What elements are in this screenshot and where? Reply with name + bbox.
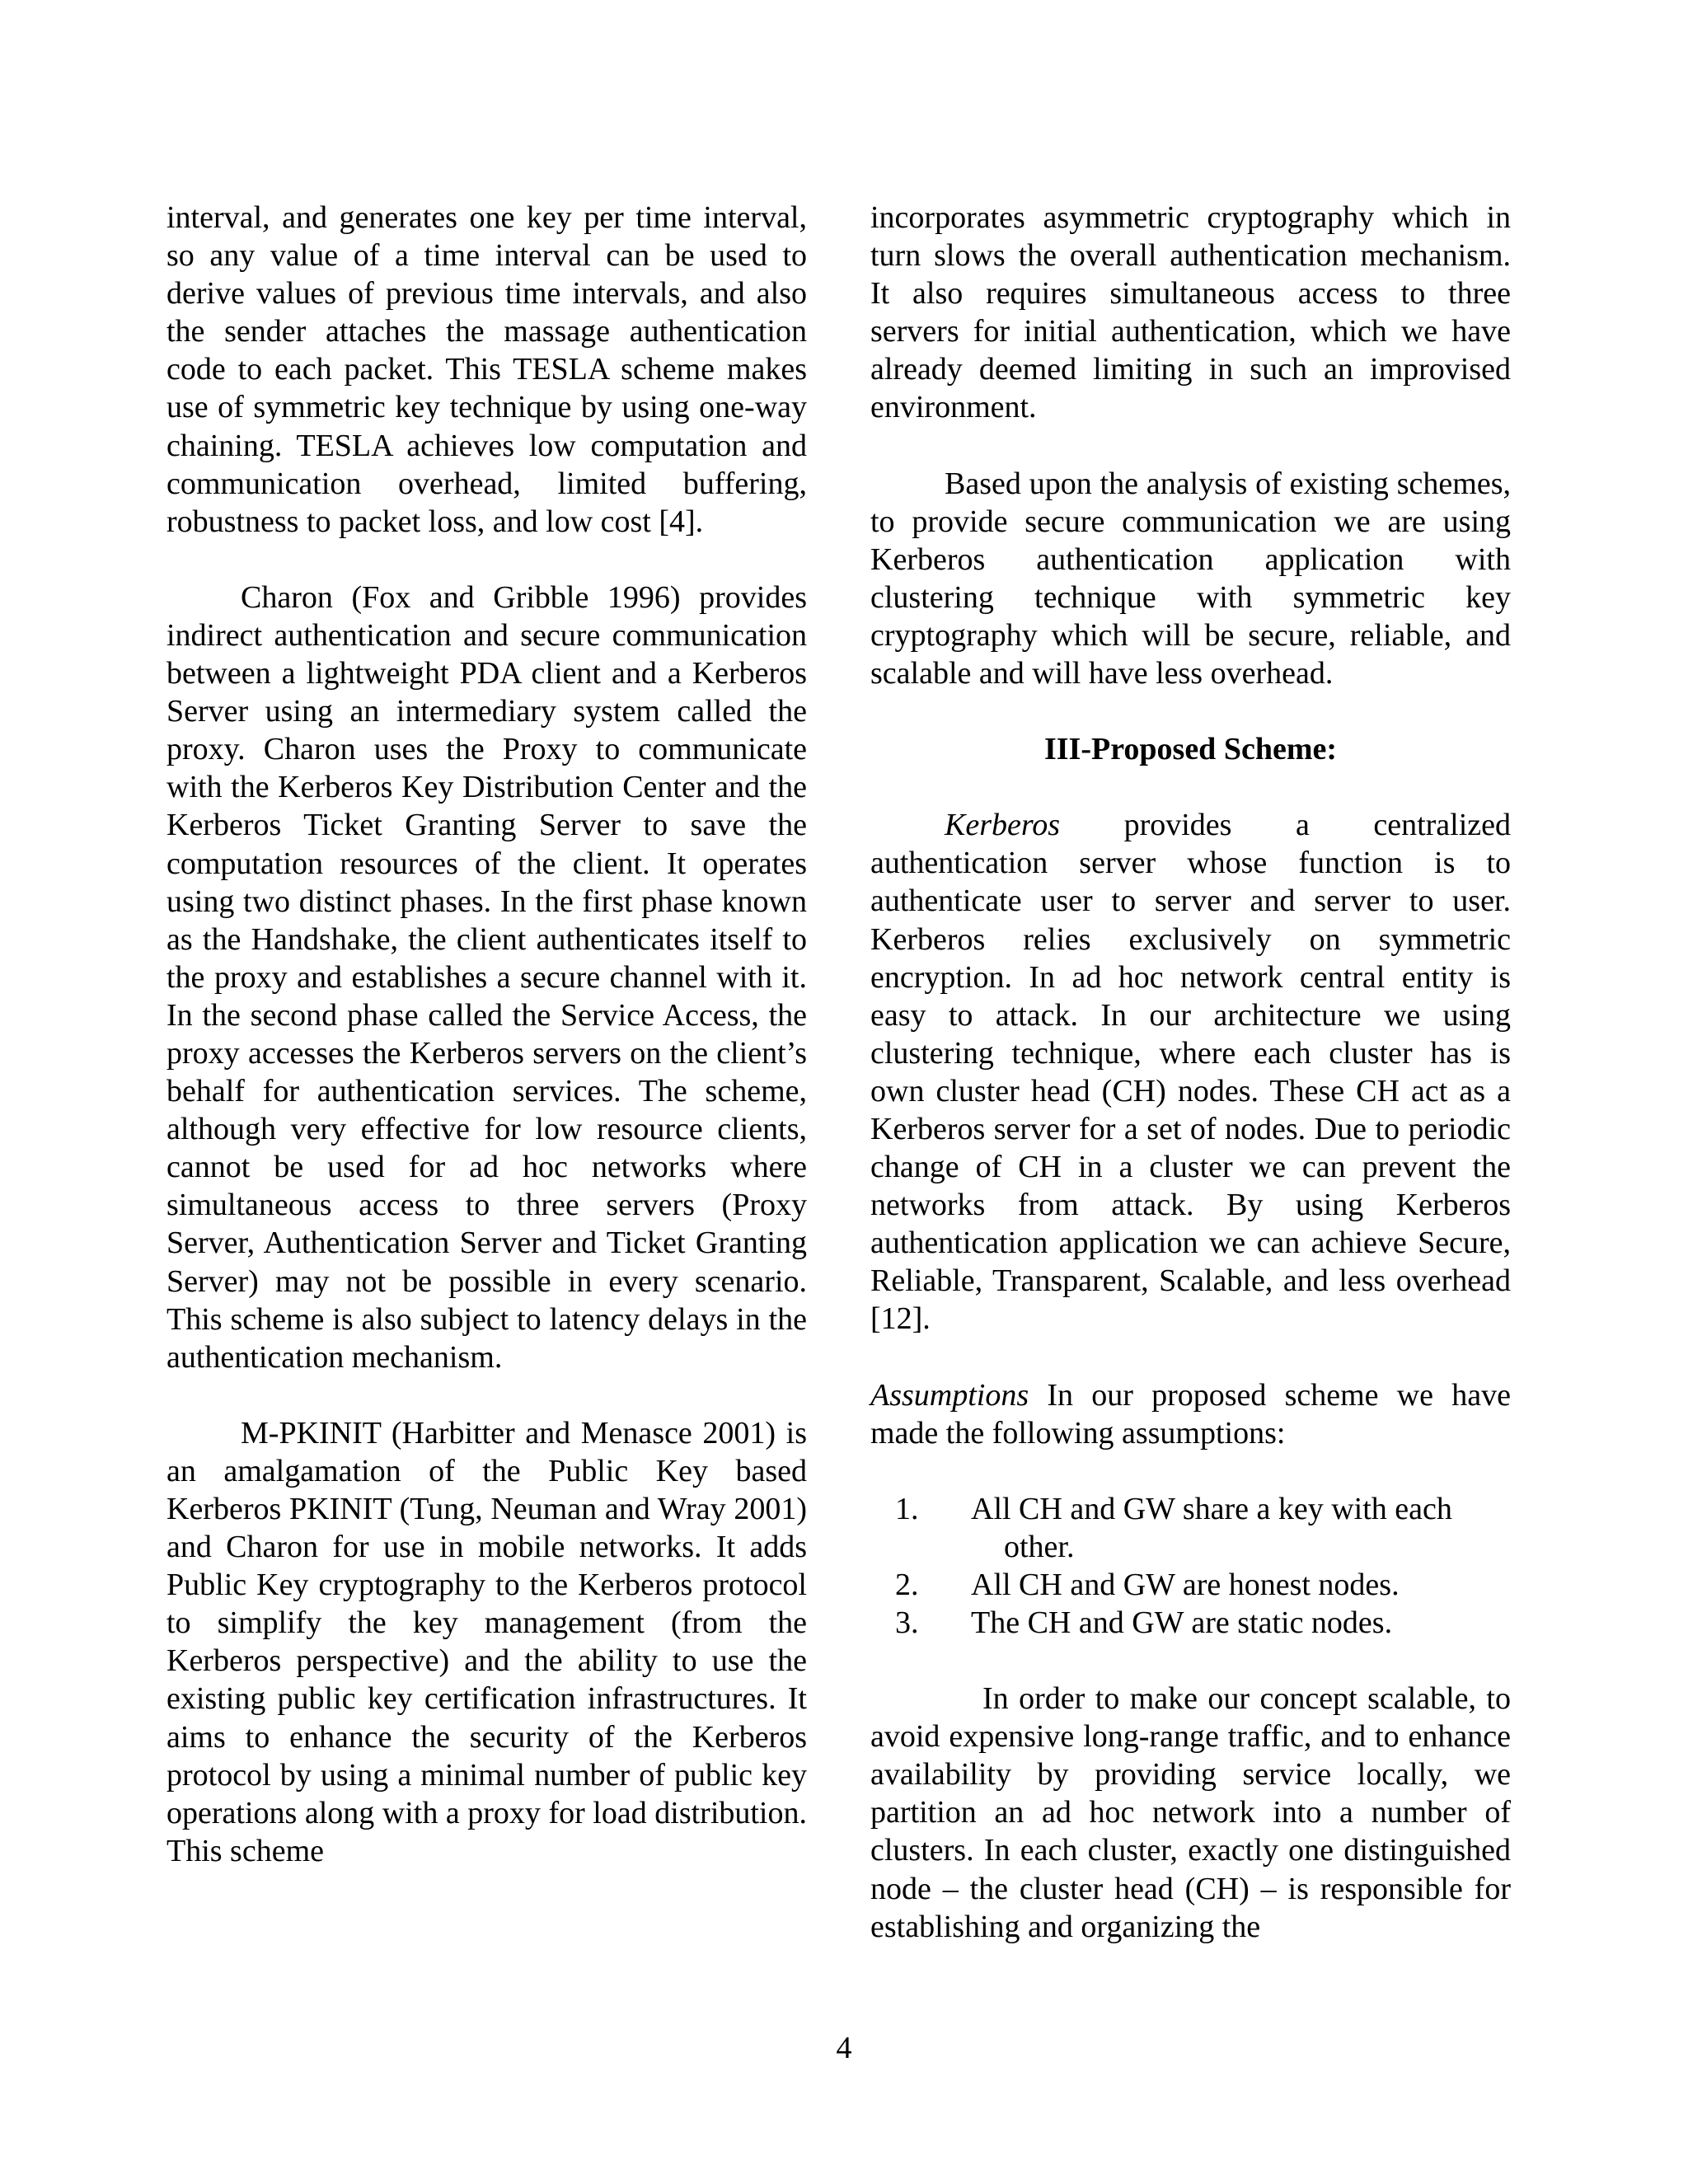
right-column [870,199,1511,1946]
left-column [166,199,807,1870]
paragraph-charon: Charon (Fox and Gribble 1996) provides indirect authentication and secure communication between a lightweight PDA client and a Kerberos Server using an intermediary system called the proxy. Charon uses the Proxy to communicate with the Kerberos Key Distribution Center and the Kerberos Ticket Granting Server to save the computation resources of the client. It operates using two distinct phases. In the first phase known as the Handshake, the client authenticates itself to the proxy and establishes a secure channel with it. In the second phase called the Service Access, the proxy accesses the Kerberos servers on the client’s behalf for authentication services. The scheme, although very effective for low resource clients, cannot be used for ad hoc networks where simultaneous access to three servers (Proxy Server, Authentication Server and Ticket Granting Server) may not be possible in every scenario. This scheme is also subject to latency delays in the authentication mechanism. [166,579,807,1375]
list-text: The CH and GW are static nodes. [971,1605,1393,1640]
paragraph-m-pkinit: M-PKINIT (Harbitter and Menasce 2001) is an amalgamation of the Public Key based Kerberos PKINIT (Tung, Neuman and Wray 2001) and Charon for use in mobile networks. It adds Public Key cryptography to the Kerberos protocol to simplify the key management (from the Kerberos perspective) and the ability to use the existing public key certification infrastructures. It aims to enhance the security of the Kerberos protocol by using a minimal number of public key operations along with a proxy for load distribution. This scheme [166,1415,807,1868]
list-item [870,1604,1511,1642]
list-number: 2. [895,1567,919,1602]
section-heading: III-Proposed Scheme: [1043,732,1337,767]
paragraph-m-pkinit-continued: incorporates asymmetric cryptography which in turn slows the overall authentication mechanism. It also requires simultaneous access to three servers for initial authentication, which we have already deemed limiting in such an improvised environment. [870,200,1511,425]
paragraph-assumptions-text: In our proposed scheme we have made the following assumptions: [870,1377,1511,1451]
paragraph-assumptions [870,1376,1511,1452]
kerberos-term: Kerberos [945,808,1061,843]
list-item [870,1490,1511,1566]
list-text-continued: other. [1004,1529,1075,1564]
list-text: All CH and GW are honest nodes. [971,1567,1400,1602]
paragraph-kerberos [870,806,1511,1338]
list-item [870,1566,1511,1604]
paragraph-kerberos-text: provides a centralized authentication server whose function is to authenticate user to server and server to user. Kerberos relies exclusively on symmetric encryption. In ad hoc network central entity is easy to attack. In our architecture we using clustering technique, where each cluster has is own cluster head (CH) nodes. These CH act as a Kerberos server for a set of nodes. Due to periodic change of CH in a cluster we can prevent the networks from attack. By using Kerberos authentication application we can achieve Secure, Reliable, Transparent, Scalable, and less overhead [12]. [870,808,1511,1337]
list-number: 3. [895,1605,919,1640]
page-number: 4 [836,2031,852,2065]
paragraph-clusters: In order to make our concept scalable, to avoid expensive long-range traffic, and to enhance availability by providing service locally, we partition an ad hoc network into a number of clusters. In each cluster, exactly one distinguished node – the cluster head (CH) – is responsible for establishing and organizing the [870,1681,1511,1944]
paragraph-tesla: interval, and generates one key per time interval, so any value of a time interval can be used to derive values of previous time intervals, and also the sender attaches the massage authentication code to each packet. This TESLA scheme makes use of symmetric key technique by using one-way chaining. TESLA achieves low computation and communication overhead, limited buffering, robustness to packet loss, and low cost [4]. [166,200,807,539]
assumptions-term: Assumptions [870,1377,1029,1413]
paragraph-analysis: Based upon the analysis of existing schemes, to provide secure communication we are using Kerberos authentication application with clustering technique with symmetric key cryptography which will be secure, reliable, and scalable and will have less overhead. [870,466,1511,691]
list-number: 1. [895,1491,919,1526]
list-text: All CH and GW share a key with each [971,1491,1452,1526]
assumptions-list [870,1490,1511,1642]
